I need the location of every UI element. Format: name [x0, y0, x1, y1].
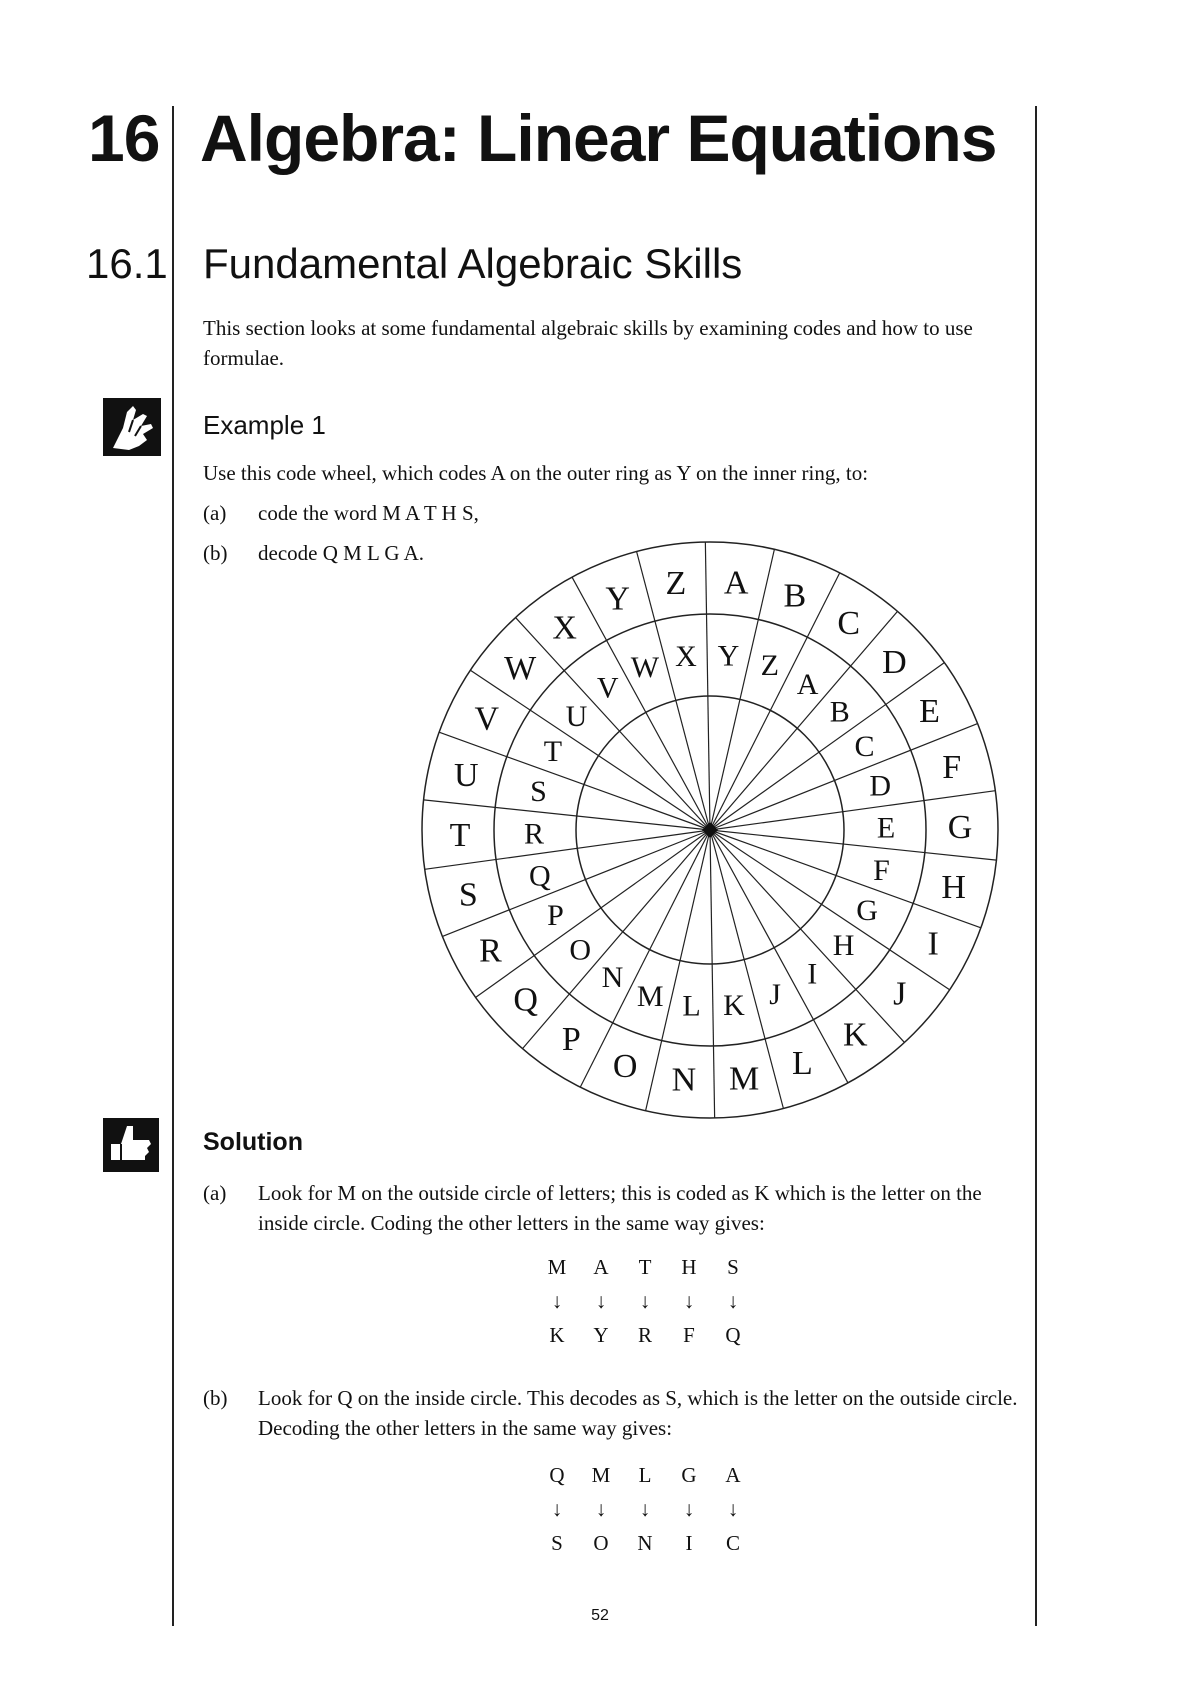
source-letter: M — [547, 1255, 567, 1279]
inner-ring-letter: F — [873, 853, 890, 887]
outer-ring-letter: N — [671, 1061, 697, 1099]
coding-result-grid — [535, 1252, 755, 1350]
outer-ring-letter: C — [837, 604, 861, 642]
wheel-spoke — [710, 724, 978, 830]
left-margin-rule — [172, 106, 174, 1626]
inner-ring-letter: M — [636, 980, 664, 1013]
down-arrow-icon: ↓ — [551, 1497, 563, 1521]
item-label: (b) — [203, 541, 228, 565]
right-margin-rule — [1035, 106, 1037, 1626]
outer-ring-letter: J — [893, 975, 907, 1013]
result-letter: N — [637, 1531, 653, 1555]
item-text: decode Q M L G A. — [258, 541, 425, 565]
inner-ring-letter: D — [869, 769, 892, 803]
inner-ring-letter: Q — [528, 859, 551, 893]
down-arrow-icon: ↓ — [683, 1289, 695, 1313]
source-letter: S — [727, 1255, 739, 1279]
chapter-title: Algebra: Linear Equations — [200, 101, 997, 175]
down-arrow-icon: ↓ — [595, 1497, 607, 1521]
inner-ring-letter: A — [796, 668, 819, 702]
result-letter: O — [593, 1531, 609, 1555]
example-heading: Example 1 — [203, 410, 326, 440]
down-arrow-icon: ↓ — [551, 1289, 563, 1313]
inner-ring-letter: Z — [760, 649, 779, 682]
inner-ring-letter: S — [530, 775, 547, 809]
result-letter: Y — [593, 1323, 609, 1347]
outer-ring-letter: P — [561, 1020, 581, 1058]
inner-ring-letter: L — [682, 989, 701, 1023]
source-letter: M — [591, 1463, 611, 1487]
result-letter: F — [683, 1323, 695, 1347]
outer-ring-letter: L — [792, 1045, 813, 1083]
section-title: Fundamental Algebraic Skills — [203, 240, 743, 287]
inner-ring-letter: B — [829, 695, 850, 729]
writing-hand-icon — [103, 398, 161, 456]
wheel-spoke — [442, 830, 710, 936]
source-letter: A — [593, 1255, 609, 1279]
inner-ring-letter: P — [547, 898, 564, 932]
outer-ring-letter: G — [947, 808, 973, 846]
inner-ring-letter: W — [630, 651, 660, 684]
code-wheel-graphic — [420, 540, 1000, 1120]
outer-ring-letter: H — [941, 868, 966, 906]
outer-ring-letter: Z — [665, 565, 687, 603]
source-letter: A — [725, 1463, 741, 1487]
item-label: (b) — [203, 1386, 228, 1410]
inner-ring-letter: X — [675, 640, 697, 674]
result-letter: C — [725, 1531, 740, 1555]
chapter-number: 16 — [88, 101, 160, 175]
inner-ring-letter: V — [596, 671, 619, 705]
outer-ring-letter: D — [882, 644, 907, 682]
outer-ring-letter: T — [449, 816, 471, 854]
source-letter: H — [681, 1255, 697, 1279]
outer-ring-letter: F — [942, 749, 962, 787]
down-arrow-icon: ↓ — [639, 1497, 651, 1521]
source-letter: T — [638, 1255, 652, 1279]
inner-ring-letter: I — [807, 957, 818, 991]
inner-ring-letter: E — [876, 811, 896, 845]
item-label: (a) — [203, 501, 227, 525]
down-arrow-icon: ↓ — [595, 1289, 607, 1313]
inner-ring-letter: T — [543, 735, 563, 769]
inner-ring-letter: Y — [717, 639, 740, 673]
thumbs-up-icon — [103, 1116, 159, 1174]
section-number: 16.1 — [86, 240, 168, 287]
item-text: code the word M A T H S, — [258, 501, 479, 525]
outer-ring-letter: K — [843, 1016, 868, 1054]
wheel-spoke — [710, 830, 715, 1118]
source-letter: Q — [549, 1463, 565, 1487]
inner-ring-letter: J — [769, 978, 781, 1011]
down-arrow-icon: ↓ — [727, 1497, 739, 1521]
source-letter: G — [681, 1463, 697, 1487]
outer-ring-letter: R — [479, 932, 502, 970]
inner-ring-letter: R — [523, 817, 545, 851]
outer-ring-letter: M — [728, 1060, 760, 1098]
example-text: Use this code wheel, which codes A on the outer ring as Y on the inner ring, to: — [203, 461, 869, 485]
outer-ring-letter: V — [474, 700, 500, 738]
outer-ring-letter: I — [927, 925, 939, 963]
down-arrow-icon: ↓ — [727, 1289, 739, 1313]
wheel-spoke — [705, 542, 710, 830]
outer-ring-letter: X — [552, 609, 577, 647]
result-letter: K — [549, 1323, 565, 1347]
result-letter: R — [637, 1323, 652, 1347]
intro-paragraph: This section looks at some fundamental algebraic skills by examining codes and how to use formulae. — [203, 316, 973, 370]
item-label: (a) — [203, 1181, 227, 1205]
result-letter: I — [685, 1531, 693, 1555]
outer-ring-letter: Y — [605, 580, 630, 618]
inner-ring-letter: K — [723, 988, 745, 1022]
source-letter: L — [638, 1463, 652, 1487]
outer-ring-letter: B — [783, 577, 807, 615]
outer-ring-letter: W — [504, 650, 537, 688]
outer-ring-letter: U — [454, 757, 479, 794]
inner-ring-letter: G — [856, 893, 878, 927]
code-wheel — [420, 540, 1000, 1120]
page-number: 52 — [591, 1607, 609, 1624]
outer-ring-letter: S — [458, 876, 478, 914]
inner-ring-letter: H — [832, 929, 855, 963]
inner-ring-letter: O — [569, 933, 592, 967]
outer-ring-letter: O — [612, 1048, 638, 1086]
outer-ring-letter: E — [919, 693, 940, 731]
inner-ring-letter: C — [854, 730, 875, 764]
decoding-result-grid — [535, 1460, 755, 1558]
down-arrow-icon: ↓ — [639, 1289, 651, 1313]
outer-ring-letter: Q — [513, 981, 538, 1019]
outer-ring-letter: A — [723, 564, 749, 602]
result-letter: Q — [725, 1323, 741, 1347]
solution-heading: Solution — [203, 1128, 303, 1156]
item-text: Look for Q on the inside circle. This decodes as S, which is the letter on the outside circle. Decoding the other letters in the same way gives: — [258, 1386, 1018, 1440]
inner-ring-letter: U — [565, 699, 588, 733]
result-letter: S — [551, 1531, 563, 1555]
down-arrow-icon: ↓ — [683, 1497, 695, 1521]
inner-ring-letter: N — [601, 960, 624, 994]
item-text: Look for M on the outside circle of letters; this is coded as K which is the letter on the inside circle. Coding the other letters in the same way gives: — [258, 1181, 982, 1235]
